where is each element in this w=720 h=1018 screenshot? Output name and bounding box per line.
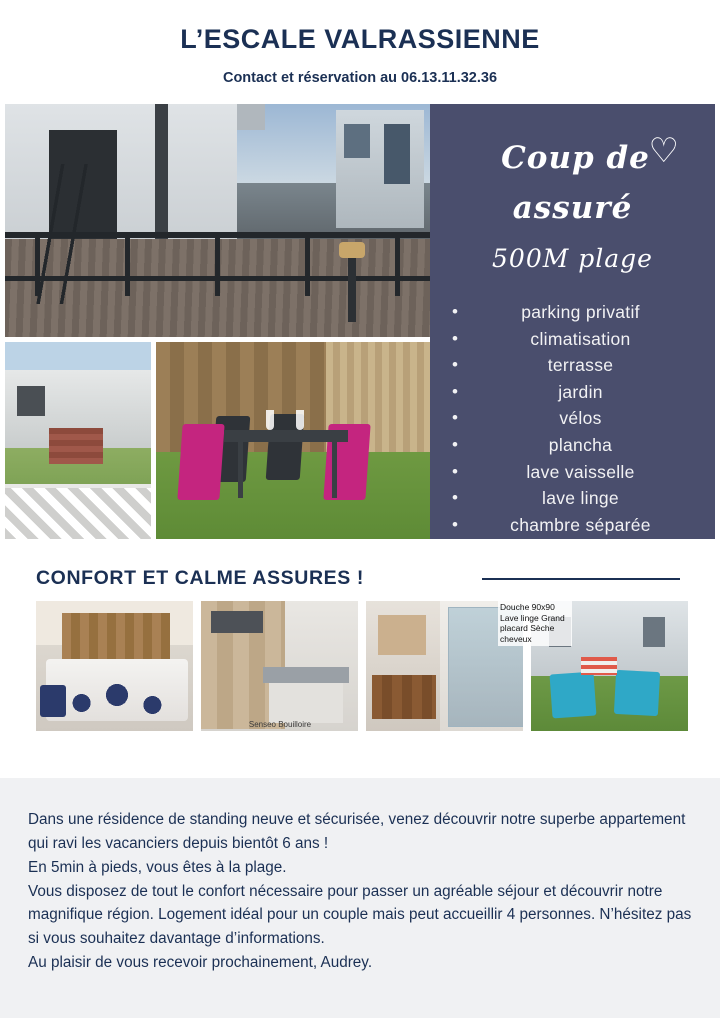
photo-bedroom	[36, 601, 193, 731]
description-paragraph-4: Au plaisir de vous recevoir prochainement, Audrey.	[28, 954, 373, 972]
table-leg	[332, 442, 337, 498]
thumbnail-strip	[36, 601, 688, 731]
island-top	[263, 667, 349, 683]
headboard	[62, 613, 170, 659]
features-list	[430, 299, 715, 538]
comfort-section	[0, 561, 720, 771]
side-stool	[40, 685, 66, 717]
stacked-cushions	[581, 657, 617, 675]
bathroom-note: Douche 90x90 Lave linge Grand placard Sèche cheveux	[498, 601, 572, 646]
page-title: L’ESCALE VALRASSIENNE	[180, 24, 540, 54]
wine-glass	[296, 410, 304, 430]
description-paragraph-1: Dans une résidence de standing neuve et sécurisée, venez découvrir notre superbe appartement qui ravi les vacanciers depuis bientôt 6 ans !	[28, 811, 686, 852]
feature-item: • climatisation	[474, 326, 687, 353]
contact-line: Contact et réservation au 06.13.11.32.36	[222, 70, 498, 86]
railing-post	[305, 232, 310, 296]
railing-post	[215, 232, 220, 296]
mirror	[378, 615, 426, 655]
hero-gallery	[0, 104, 720, 539]
neighbor-building	[336, 110, 424, 228]
photo-kitchen	[201, 601, 358, 731]
feature-item: • terrasse	[474, 352, 687, 379]
staircase	[5, 164, 97, 304]
feature-item: • parking privatif	[474, 299, 687, 326]
dining-table	[224, 430, 348, 442]
window	[17, 386, 45, 416]
beach-distance: 500M plage	[492, 244, 653, 273]
entrance-steps	[49, 428, 103, 464]
feature-item: • lave linge	[474, 485, 687, 512]
description-paragraph-2: En 5min à pieds, vous êtes à la plage.	[28, 858, 287, 876]
vanity-unit	[372, 675, 436, 719]
assure-text: assuré	[512, 190, 633, 226]
lamp-head	[339, 242, 365, 258]
table-leg	[238, 442, 243, 498]
kitchen-appliance	[211, 611, 263, 633]
wine-glass	[266, 410, 274, 430]
island-body	[269, 683, 343, 723]
railing-post	[125, 232, 130, 296]
kitchen-caption: Senseo Bouilloire	[248, 719, 312, 729]
description-block	[0, 778, 720, 1018]
feature-item: • jardin	[474, 379, 687, 406]
header	[0, 0, 720, 86]
feature-item: • lave vaisselle	[474, 459, 687, 486]
photo-garden	[5, 342, 151, 539]
patterned-tiles	[5, 488, 151, 539]
photo-outdoor-dining	[156, 342, 430, 539]
deck-chair	[614, 670, 660, 716]
feature-item: • vélos	[474, 405, 687, 432]
chair-pink	[177, 424, 224, 500]
heart-icon: ♡	[648, 132, 679, 170]
description-paragraph-3: Vous disposez de tout le confort nécessaire pour passer un agréable séjour et découvrir notre magnifique région. Logement idéal pour un couple mais peut accueillir 4 personnes. N’hésitez pas si vous souhaitez davantage d’informations.	[28, 882, 692, 948]
coup-de-text: Coup de	[501, 140, 650, 176]
title-divider	[482, 578, 680, 580]
railing-post	[395, 232, 400, 296]
deck-chair	[550, 672, 597, 719]
section-title: CONFORT ET CALME ASSURES !	[36, 567, 364, 589]
window	[643, 617, 665, 647]
feature-item: • plancha	[474, 432, 687, 459]
lamp-post	[348, 252, 356, 322]
bedspread-pattern	[58, 679, 176, 719]
feature-item: • chambre séparée	[474, 512, 687, 539]
photo-terrace	[5, 104, 430, 337]
highlight-panel	[430, 104, 715, 539]
